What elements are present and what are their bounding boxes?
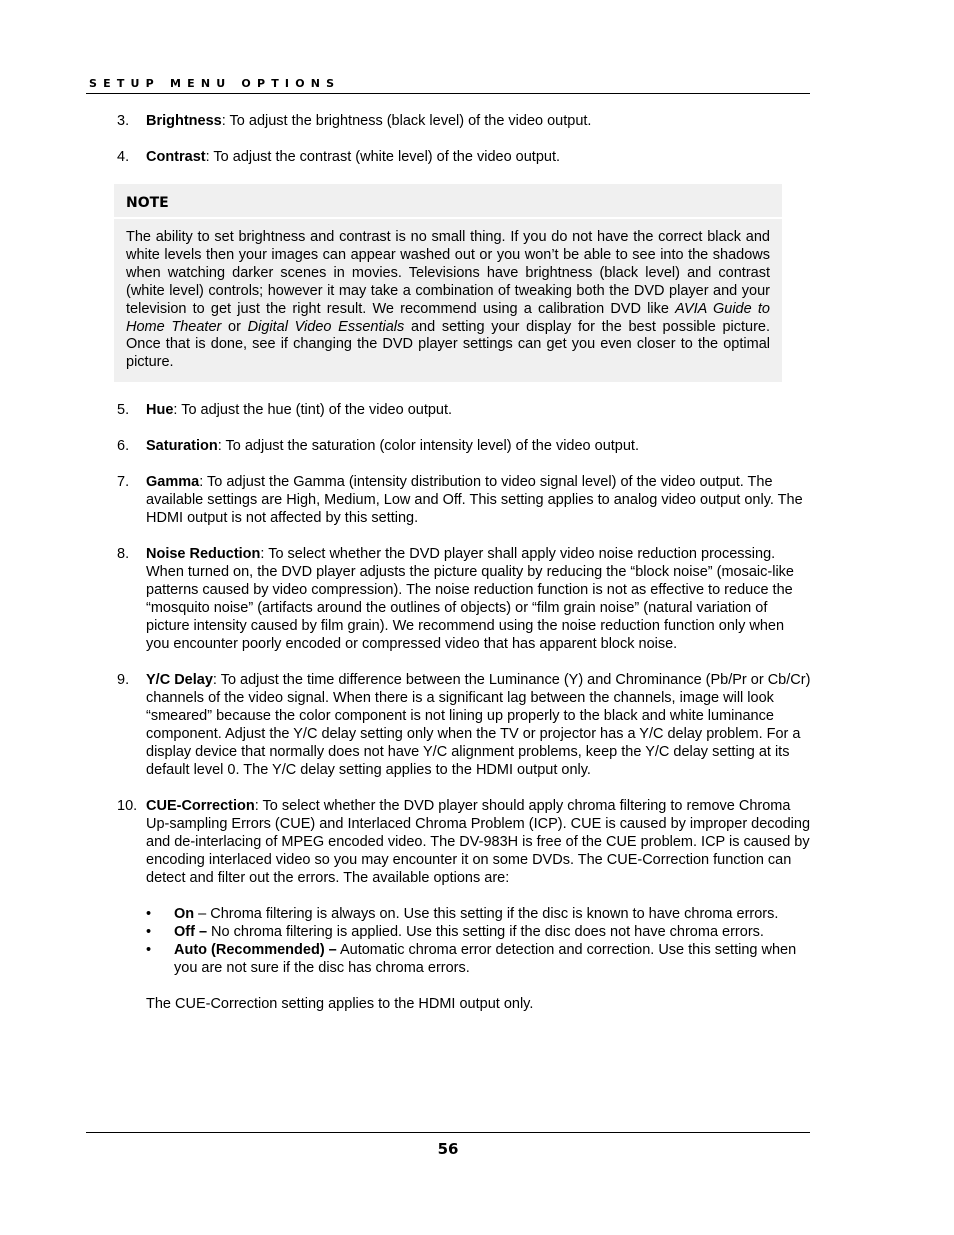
note-text: or — [221, 318, 248, 335]
item-number: 6. — [117, 438, 130, 455]
item-number: 5. — [117, 402, 130, 419]
item-number: 7. — [117, 474, 130, 491]
bullet-icon: • — [146, 942, 152, 959]
item-label: Y/C Delay — [146, 672, 213, 689]
list-item-cue-correction — [117, 797, 811, 977]
item-number: 9. — [117, 672, 130, 689]
item-number: 8. — [117, 546, 130, 563]
note-italic-title: Digital Video Essentials — [247, 318, 405, 335]
list-item-noise-reduction — [117, 545, 811, 653]
option-label: Off – — [174, 924, 208, 941]
option-text: – Chroma filtering is always on. Use this setting if the disc is known to have chroma errors. — [194, 906, 779, 923]
item-label: Hue — [146, 402, 174, 419]
item-number: 10. — [117, 798, 138, 815]
options-list — [146, 905, 811, 977]
note-text: The ability to set brightness and contrast is no small thing. If you do not have the correct black and white levels then your images can appear washed out or you won’t be able to see into the shadows when watching darker scenes in movies. Televisions have brightness (black level) and contrast (white level) controls; however it may take a combination of tweaking both the DVD player and your television to get just the right result. We recommend using a calibration DVD like — [126, 229, 770, 317]
list-item-contrast — [117, 148, 811, 166]
note-text: and setting your display for the best possible picture. Once that is done, see if changing the DVD player settings can get you even closer to the optimal picture. — [126, 318, 771, 371]
option-label: On — [174, 906, 195, 923]
item-number: 3. — [117, 113, 130, 129]
note-italic-title: AVIA Guide to Home Theater — [126, 300, 770, 335]
option-off — [146, 923, 811, 941]
note-body — [114, 219, 782, 382]
item-label: Contrast — [146, 149, 206, 165]
list-item-saturation — [117, 437, 811, 455]
item-text: : To select whether the DVD player shall apply video noise reduction processing. When turned on, the DVD player adjusts the picture quality by reducing the “block noise” (mosaic-like patterns caused by video compression). The noise reduction function is not as effective to reduce the “mosquito noise” (artifacts around the outlines of objects) or “film grain noise” (natural variation of picture intensity caused by film grain). We recommend using the noise reduction function only when you encounter poorly encoded or compressed video that has apparent block noise. — [146, 546, 794, 653]
item-text: : To adjust the brightness (black level) of the video output. — [221, 113, 592, 129]
option-text: No chroma filtering is applied. Use this setting if the disc does not have chroma errors. — [207, 924, 764, 941]
item-label: Noise Reduction — [146, 546, 261, 563]
list-item-gamma — [117, 473, 811, 527]
page-content — [117, 112, 811, 1013]
option-on — [146, 905, 811, 923]
page-number: 56 — [437, 1140, 459, 1158]
list-item-hue — [117, 401, 811, 419]
list-item-brightness — [117, 112, 811, 130]
cue-footer-note: The CUE-Correction setting applies to the HDMI output only. — [146, 996, 534, 1013]
item-text: : To adjust the saturation (color intensity level) of the video output. — [217, 438, 639, 455]
bullet-icon: • — [146, 924, 152, 941]
item-number: 4. — [117, 149, 130, 165]
list-item-yc-delay — [117, 671, 811, 779]
note-box — [114, 184, 782, 382]
note-title: NOTE — [114, 184, 782, 219]
header-rule — [86, 93, 810, 94]
item-label: CUE-Correction — [146, 798, 255, 815]
item-label: Brightness — [146, 113, 222, 129]
option-auto — [146, 941, 811, 977]
option-label: Auto (Recommended) – — [174, 942, 337, 959]
section-header: SETUP MENU OPTIONS — [89, 77, 341, 90]
option-text: Automatic chroma error detection and correction. Use this setting when you are not sure if the disc has chroma errors. — [174, 942, 797, 977]
item-text: : To adjust the hue (tint) of the video output. — [173, 402, 453, 419]
item-label: Gamma — [146, 474, 200, 491]
bullet-icon: • — [146, 906, 152, 923]
item-text: : To adjust the Gamma (intensity distribution to video signal level) of the video output. The available settings are High, Medium, Low and Off. This setting applies to analog video output only. The HDMI output is not affected by this setting. — [146, 474, 803, 527]
item-text: : To select whether the DVD player should apply chroma filtering to remove Chroma Up-sampling Errors (CUE) and Interlaced Chroma Problem (ICP). CUE is caused by improper decoding and de-interlacing of MPEG encoded video. The DV-983H is free of the CUE problem. ICP is caused by encoding interlaced video so you may encounter it on some DVDs. The CUE-Correction function can detect and filter out the errors. The available options are: — [146, 798, 811, 887]
item-text: : To adjust the time difference between the Luminance (Y) and Chrominance (Pb/Pr or Cb/Cr) channels of the video signal. When there is a significant lag between the channels, image will look “smeared” because the color component is not lining up properly to the black and white luminance component. Adjust the Y/C delay setting only when the TV or projector has a Y/C delay problem. For a display device that normally does not have Y/C alignment problems, keep the Y/C delay setting at its default level 0. The Y/C delay setting applies to the HDMI output only. — [146, 672, 811, 779]
item-label: Saturation — [146, 438, 218, 455]
footer-rule — [86, 1132, 810, 1133]
item-text: : To adjust the contrast (white level) of the video output. — [205, 149, 561, 165]
